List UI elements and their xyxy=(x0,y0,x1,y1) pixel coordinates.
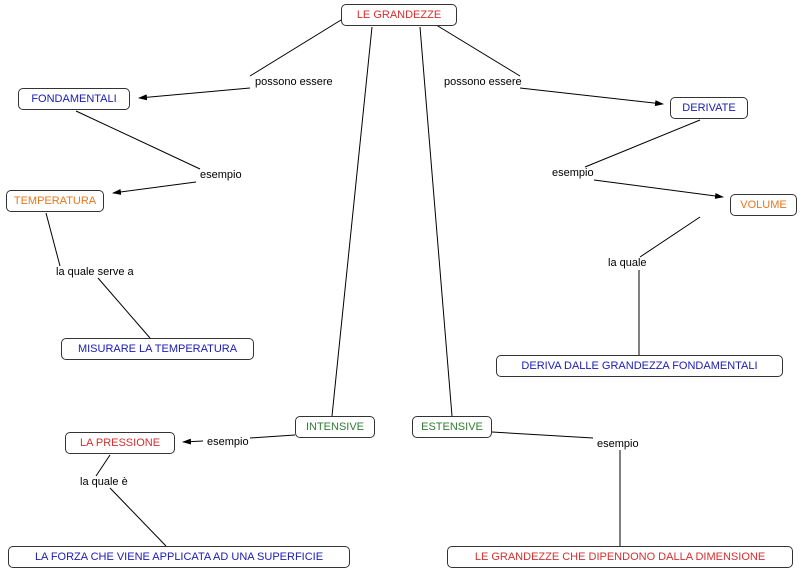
node-label: ESTENSIVE xyxy=(421,420,483,433)
node-la-forza-applicata-superficie[interactable] xyxy=(8,546,350,568)
node-label: DERIVA DALLE GRANDEZZA FONDAMENTALI xyxy=(521,359,758,372)
edge-label-possono-essere-right: possono essere xyxy=(444,76,522,88)
node-volume[interactable] xyxy=(730,194,797,216)
node-derivate[interactable] xyxy=(670,97,748,119)
node-fondamentali[interactable] xyxy=(18,88,130,110)
edge-label-esempio-derivate: esempio xyxy=(552,167,594,179)
node-estensive[interactable] xyxy=(412,416,492,438)
edge-label-esempio-intensive: esempio xyxy=(207,436,249,448)
node-label: LE GRANDEZZE CHE DIPENDONO DALLA DIMENSIONE xyxy=(474,550,766,563)
edge-label-esempio-estensive: esempio xyxy=(597,438,639,450)
edge-label-la-quale: la quale xyxy=(608,257,647,269)
node-deriva-dalle-grandezza-fondamentali[interactable] xyxy=(496,355,783,377)
node-la-pressione[interactable] xyxy=(65,432,175,454)
node-temperatura[interactable] xyxy=(6,190,104,212)
node-misurare-la-temperatura[interactable] xyxy=(61,338,254,360)
node-grandezze-dipendono-dimensione[interactable] xyxy=(447,546,793,568)
node-label: TEMPERATURA xyxy=(13,194,97,207)
edge-label-possono-essere-left: possono essere xyxy=(255,76,333,88)
edge-label-esempio-fondamentali: esempio xyxy=(200,169,242,181)
node-label: VOLUME xyxy=(740,198,787,211)
node-label: FONDAMENTALI xyxy=(31,92,117,105)
node-label: LA PRESSIONE xyxy=(79,436,161,449)
node-label: DERIVATE xyxy=(682,101,736,114)
node-le-grandezze[interactable] xyxy=(341,4,457,26)
node-label: INTENSIVE xyxy=(305,420,365,433)
edge-label-la-quale-e: la quale è xyxy=(80,476,128,488)
node-label: LA FORZA CHE VIENE APPLICATA AD UNA SUPERFICIE xyxy=(34,550,324,563)
node-intensive[interactable] xyxy=(295,416,375,438)
edge-label-la-quale-serve-a: la quale serve a xyxy=(56,266,134,278)
node-label: LE GRANDEZZE xyxy=(356,8,442,21)
node-label: MISURARE LA TEMPERATURA xyxy=(77,342,238,355)
